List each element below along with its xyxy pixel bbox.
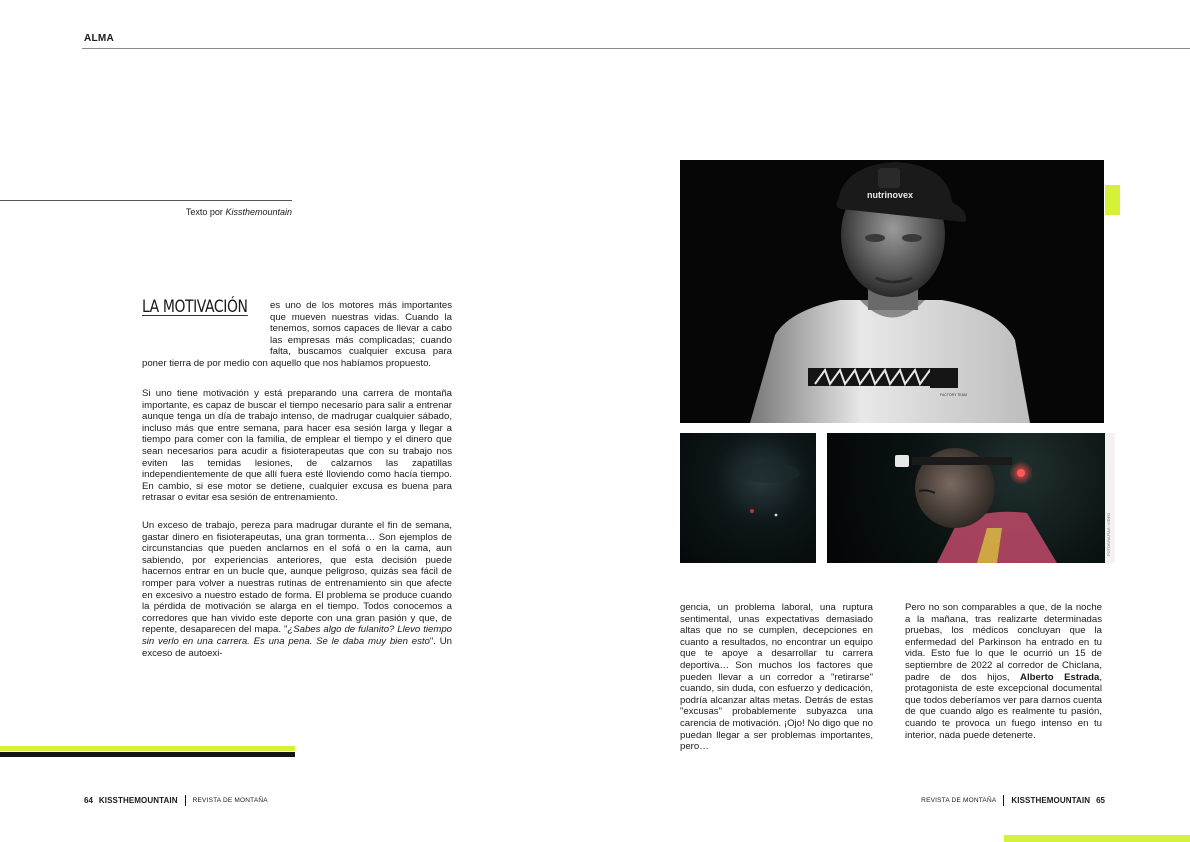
body-paragraph-1: Si uno tiene motivación y está preparando una carrera de montaña importante, es capaz de buscar el tiempo necesario para salir a entrenar aunque tenga un día de trabajo intenso, de madrugar cualquier sábado, incluso más que entre semana, para hacer esa sesión larga y llegar a tiempo para comer con la familia, de emplear el tiempo y el dinero que sean necesarios para acudir a fisioterapeutas que con su trabajo nos eviten las temidas lesiones, de calzarnos las zapatillas independientemente de que allí fuera esté lloviendo como hacía tiempo. En cambio, si ese motor se detiene, cualquier excusa es buena para retrasar o evitar esa sesión de entrenamiento. [142,388,452,504]
col-b-start: Pero no son comparables a que, de la noche a la mañana, tras realizarte determinadas pruebas, los médicos concluyan que la enfermedad del Parkinson ha entrado en tu vida. Esto fue lo que le ocurrió un 15 de septiembre de 2022 al corredor de Chiclana, padre de dos hijos, [905,602,1102,683]
footer-subtitle-left: REVISTA DE MONTAÑA [192,797,268,804]
runner-portrait-photo [680,160,1104,423]
night-trail-photo [680,433,816,563]
headlamp-runner-illustration [827,433,1105,563]
p2-start: Un exceso de trabajo, pereza para madrugar durante el fin de semana, gastar dinero en fisioterapeutas, una gran tormenta… Son ejemplos de circunstancias que pueden anclarnos en el sofá o en la cama, aun sabiendo, por experiencias anteriores, que esta decisión puede hacernos entrar en un bucle que, aunque peligroso, quizás sea fácil de romper para volver a nuestras rutinas de entrenamiento sin que afecte en excesivo a nuestro estado de forma. El problema se produce cuando la pérdida de motivación se alarga en el tiempo. Todos conocemos a corredores que han vivido este deporte con una gran pasión y que, de repente, desaparecen del mapa. " [142,520,452,636]
column-b-text [905,602,1102,741]
col-b-end: , protagonista de este excepcional documental que todos deberíamos ver para darnos cuenta de que cuando algo es realmente tu pasión, cuando te provoca un fuego intenso en tu interior, nada puede detenerte. [905,671,1102,741]
lead-text: es uno de los motores más importantes que mueven nuestras vidas. Cuando la tenemos, somos capaces de llevar a cabo las empresas más complicadas; cuando falta, buscamos cualquier excusa para poner tierra de por medio con aquello que nos habíamos propuesto. [142,300,452,369]
byline [186,207,292,217]
footer-right [921,795,1105,806]
footer-separator-right [1003,795,1004,806]
byline-rule [0,200,292,201]
decorative-black-bar [0,752,295,757]
page-number-left: 64 [84,796,93,805]
photo-credit: FOTOGRAFÍAS: VIDEO [1106,512,1111,556]
footer-left [84,795,268,806]
p2-quote: ¿Sabes algo de fulanito? Llevo tiempo sin verlo en una carrera. Es una pena. Se le daba muy bien esto [142,624,452,647]
page-number-right: 65 [1096,796,1105,805]
accent-tab [1105,185,1120,215]
footer-separator-left [185,795,186,806]
p2-end: ". Un exceso de autoexi- [142,635,452,659]
section-label: ALMA [84,33,115,44]
headlamp-runner-photo [827,433,1105,563]
dropcap-block [142,297,270,356]
lead-paragraph [142,297,452,370]
cap-logo-text: nutrinovex [866,190,914,200]
footer-brand-left: KISSTHEMOUNTAIN [98,796,178,805]
runner-portrait-illustration [680,160,1104,423]
night-trail-illustration [680,433,816,563]
column-a-text: gencia, un problema laboral, una ruptura sentimental, unas expectativas demasiado altas que no se cumplen, decepciones en cuanto a resultados, no encontrar un equipo que te apoye a desarrollar tu carrera deportiva… Son muchos los factores que pueden llevar a un corredor a "retirarse" cuando, sin duda, con esfuerzo y dedicación, podría alcanzar altas metas. Detrás de estas "excusas" probablemente subyazca una carencia de motivación. ¡Ojo! No digo que no puedan llegar a ser problemas importantes, pero… [680,602,873,753]
footer-brand-right: KISSTHEMOUNTAIN [1011,796,1091,805]
footer-subtitle-right: REVISTA DE MONTAÑA [921,797,997,804]
decorative-lime-bar [0,746,295,751]
byline-author: Kissthemountain [225,207,292,217]
body-paragraph-2 [142,520,452,659]
shirt-text: FACTORY TEAM [940,393,967,397]
byline-prefix: Texto por [185,207,223,217]
dropcap-title: LA MOTIVACIÓN [142,297,248,317]
decorative-lime-bar-right [1004,835,1190,842]
col-b-name: Alberto Estrada [1020,671,1100,683]
header-rule [82,48,1190,49]
